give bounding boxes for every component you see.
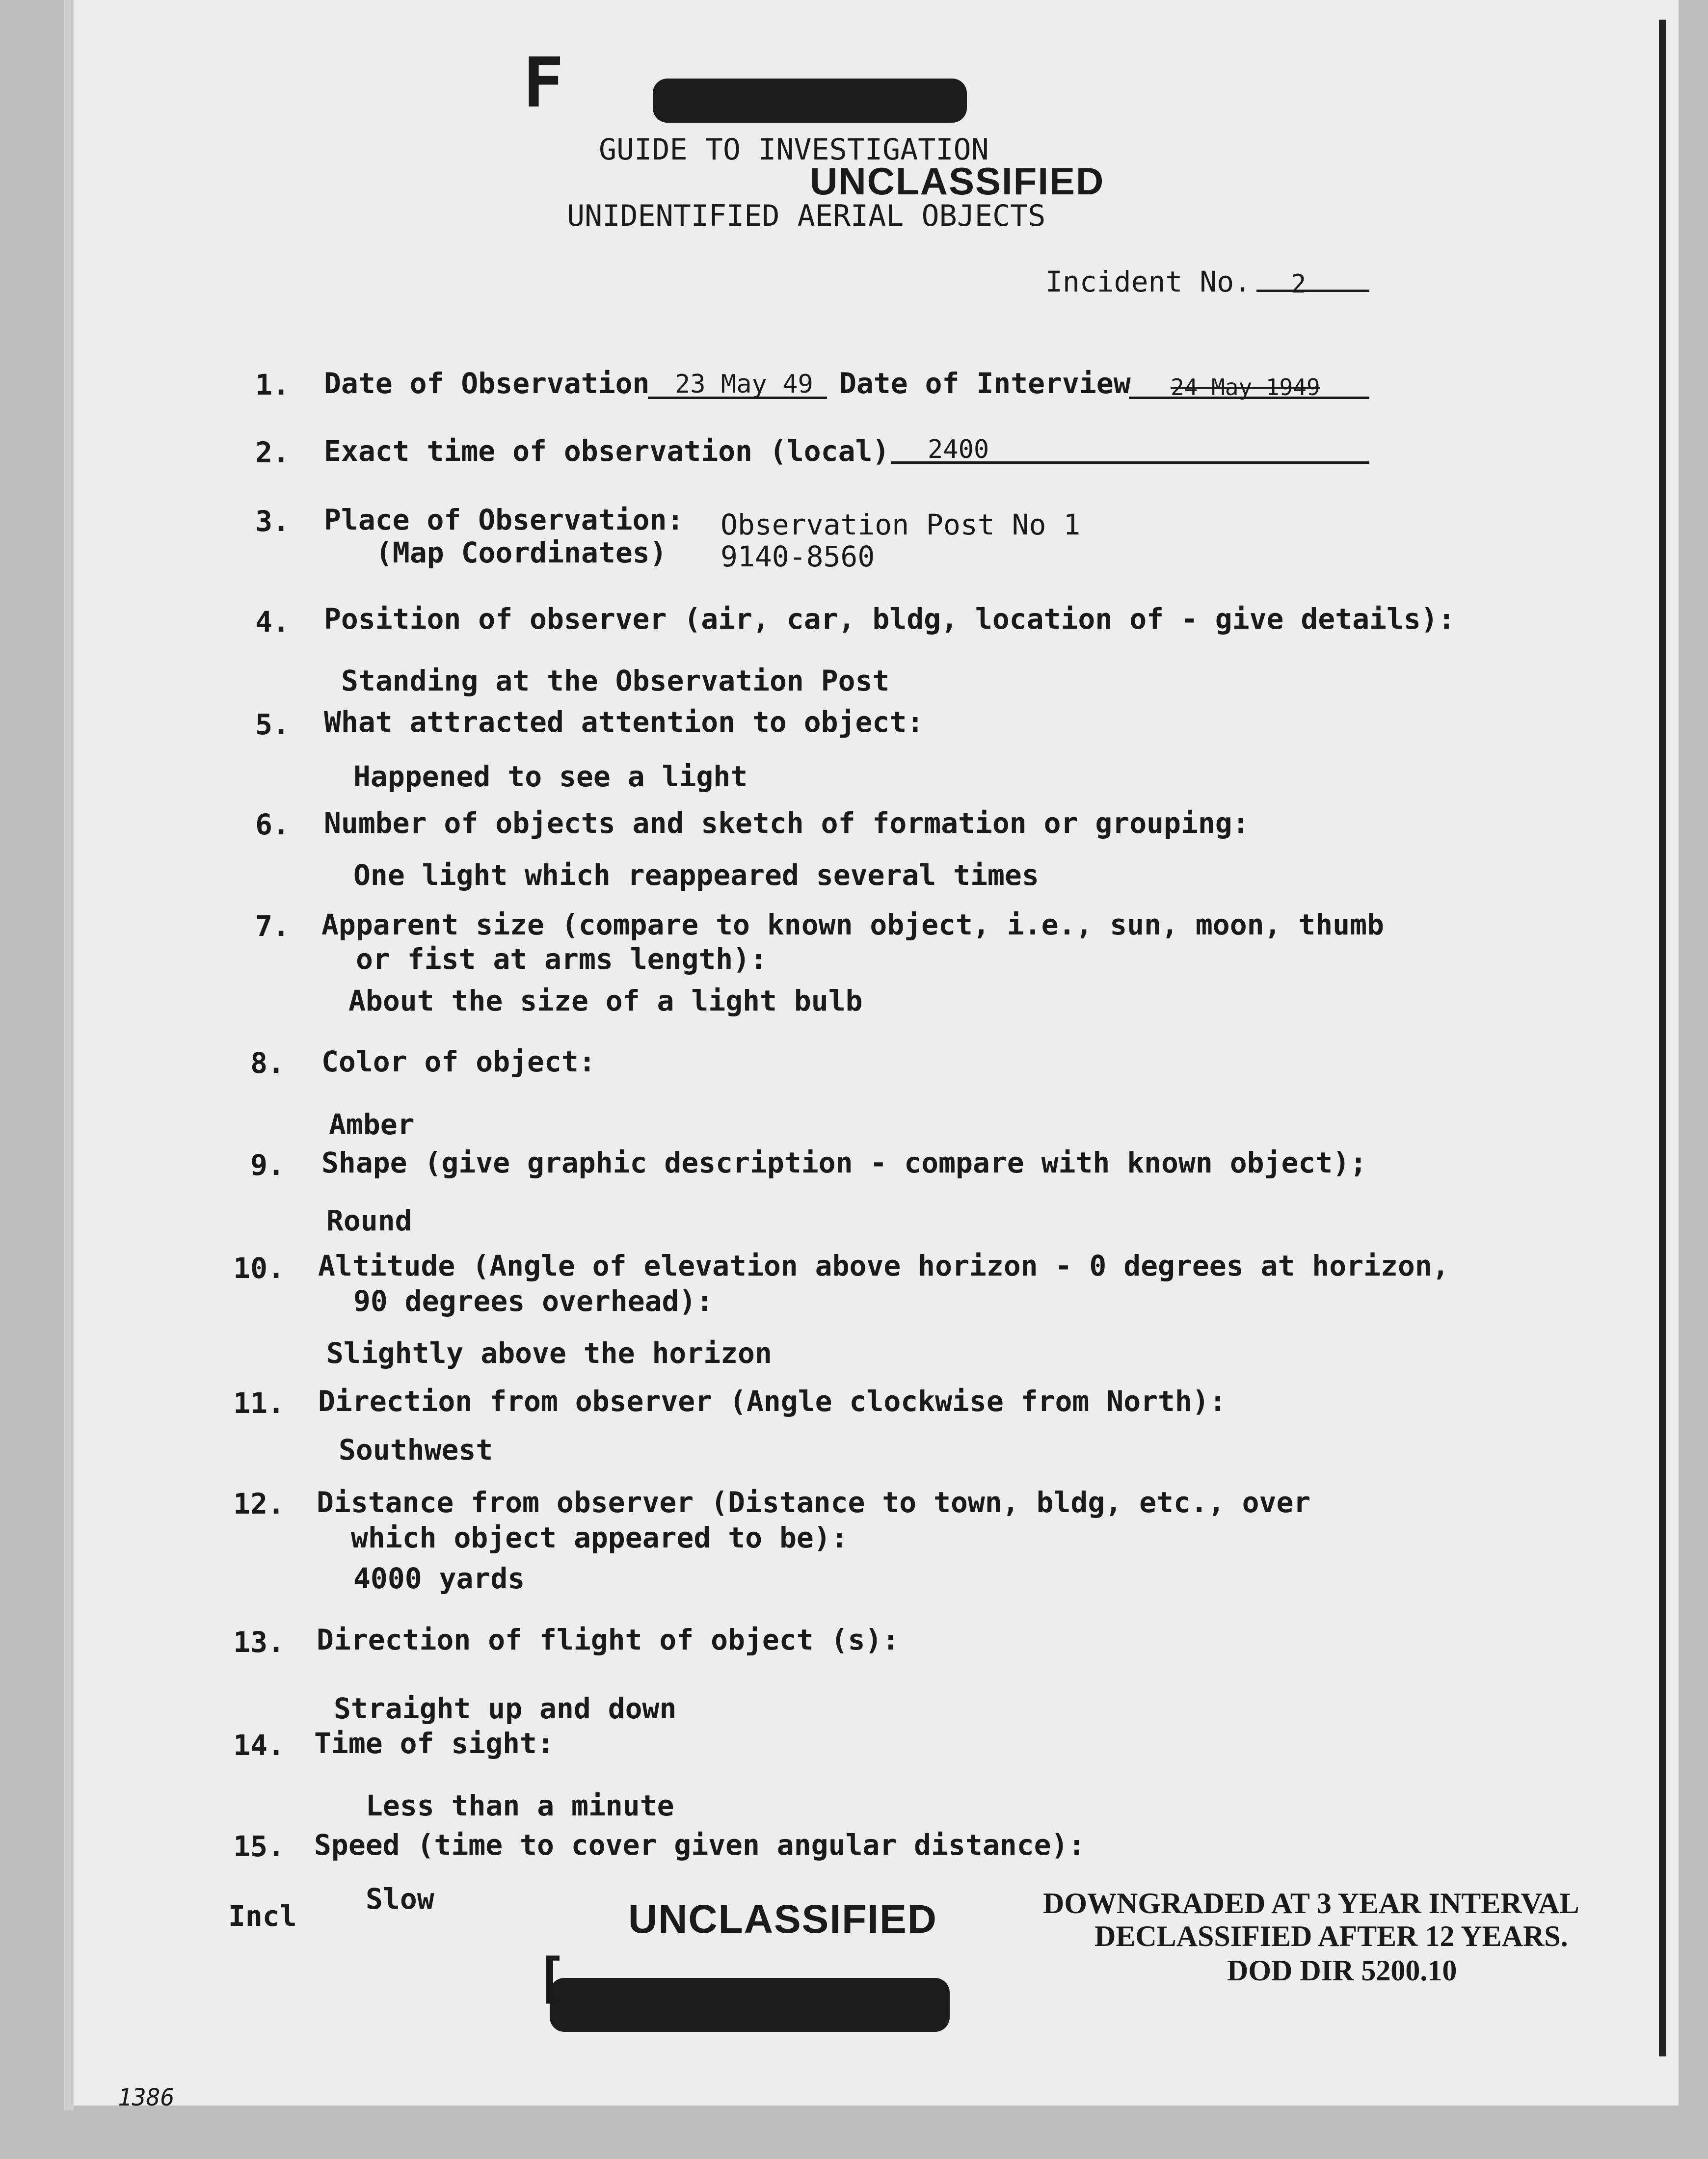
enclosure-label: Incl — [228, 1899, 297, 1933]
item-question: Direction from observer (Angle clockwise from North): — [318, 1385, 1227, 1418]
scan-left-margin — [64, 0, 74, 2110]
item-number: 3. — [255, 505, 290, 538]
item-question: Exact time of observation (local) — [324, 434, 890, 468]
downgrade-line-1: DOWNGRADED AT 3 YEAR INTERVAL — [1043, 1887, 1579, 1919]
item-answer: 4000 yards — [353, 1562, 525, 1595]
item-answer: Standing at the Observation Post — [341, 664, 890, 697]
item-answer-secondary: 24 May 1949 — [1171, 374, 1320, 400]
scan-right-edge — [1659, 20, 1666, 2056]
item-number: 10. — [233, 1252, 285, 1285]
item-question: Speed (time to cover given angular distance): — [314, 1828, 1086, 1862]
item-answer-secondary: 9140-8560 — [721, 540, 875, 573]
item-question: Shape (give graphic description - compare with known object); — [321, 1146, 1367, 1179]
item-question: Place of Observation: — [324, 503, 684, 536]
item-answer: 2400 — [928, 435, 989, 464]
item-question: Color of object: — [321, 1045, 596, 1078]
item-answer: Southwest — [339, 1433, 493, 1466]
incident-label: Incident No. — [1045, 265, 1252, 298]
item-question-secondary: (Map Coordinates) — [375, 536, 667, 569]
item-number: 5. — [255, 708, 290, 741]
item-question: Distance from observer (Distance to town, bldg, etc., over — [317, 1486, 1311, 1519]
item-answer: Slightly above the horizon — [326, 1336, 772, 1370]
redaction-letter-f-top: F — [523, 43, 564, 123]
item-question: Direction of flight of object (s): — [317, 1623, 900, 1656]
item-number: 12. — [233, 1487, 285, 1520]
unclassified-stamp-bottom: UNCLASSIFIED — [628, 1897, 937, 1942]
item-number: 2. — [255, 436, 290, 469]
item-question: Position of observer (air, car, bldg, location of - give details): — [324, 602, 1455, 636]
item-question: Number of objects and sketch of formation or grouping: — [324, 806, 1250, 840]
item-number: 1. — [255, 368, 290, 401]
item-answer: One light which reappeared several times — [353, 858, 1039, 892]
item-question-secondary: which object appeared to be): — [351, 1521, 848, 1554]
item-number: 4. — [255, 605, 290, 639]
item-number: 6. — [255, 808, 290, 841]
document-page — [74, 0, 1679, 2106]
item-number: 9. — [250, 1148, 285, 1182]
item-answer: Slow — [366, 1882, 434, 1916]
item-question-secondary: Date of Interview — [839, 367, 1131, 400]
redaction-bar-bottom — [550, 1978, 950, 2032]
item-question-secondary: 90 degrees overhead): — [353, 1284, 714, 1318]
downgrade-line-2: DECLASSIFIED AFTER 12 YEARS. — [1094, 1920, 1568, 1952]
item-question: Altitude (Angle of elevation above horizon - 0 degrees at horizon, — [318, 1249, 1449, 1282]
document-subtitle: UNIDENTIFIED AERIAL OBJECTS — [567, 199, 1046, 233]
item-answer: About the size of a light bulb — [348, 984, 863, 1017]
item-answer: Round — [326, 1204, 412, 1237]
page-mark: 1386 — [118, 2084, 175, 2111]
item-number: 14. — [233, 1729, 285, 1762]
item-answer: Happened to see a light — [353, 760, 748, 793]
item-answer: 23 May 49 — [675, 370, 813, 399]
item-number: 8. — [250, 1046, 285, 1080]
item-answer: Less than a minute — [366, 1789, 674, 1822]
item-question: Date of Observation — [324, 367, 650, 400]
item-number: 15. — [233, 1830, 285, 1863]
document-title: GUIDE TO INVESTIGATION — [599, 133, 989, 167]
incident-underline — [1256, 290, 1369, 292]
item-question: What attracted attention to object: — [324, 705, 924, 739]
item-question: Time of sight: — [314, 1727, 554, 1760]
item-answer: Observation Post No 1 — [721, 508, 1081, 541]
incident-value: 2 — [1291, 269, 1307, 299]
item-number: 7. — [255, 909, 290, 943]
item-question-secondary: or fist at arms length): — [356, 942, 768, 976]
downgrade-line-3: DOD DIR 5200.10 — [1227, 1954, 1457, 1987]
item-number: 11. — [233, 1386, 285, 1420]
item-answer: Straight up and down — [334, 1692, 677, 1725]
item-answer: Amber — [329, 1108, 415, 1141]
redaction-letter-f-bottom: [ — [535, 1946, 568, 2009]
unclassified-stamp-top: UNCLASSIFIED — [810, 160, 1105, 203]
item-number: 13. — [233, 1626, 285, 1659]
item-question: Apparent size (compare to known object, i.e., sun, moon, thumb — [321, 908, 1384, 941]
redaction-bar-top — [653, 79, 967, 123]
